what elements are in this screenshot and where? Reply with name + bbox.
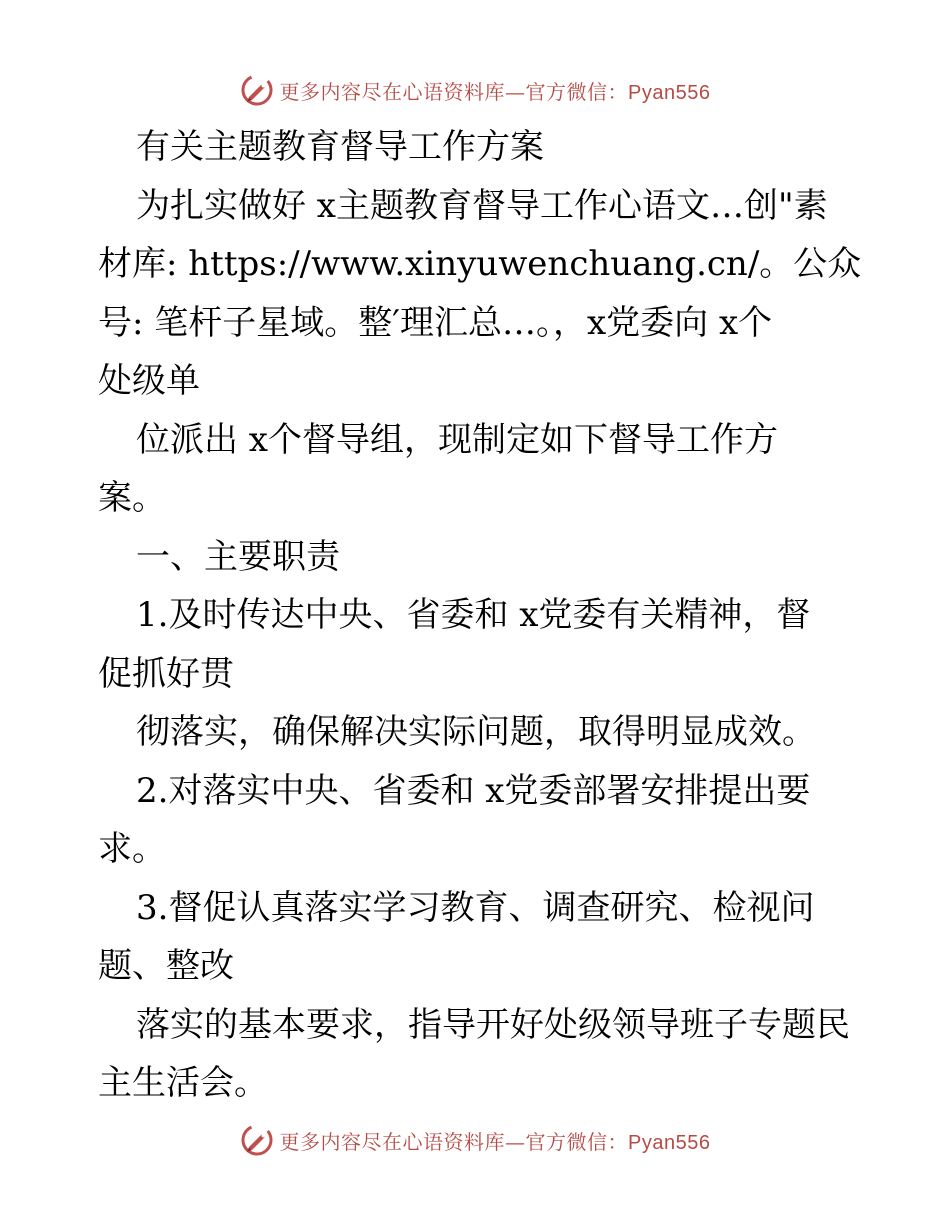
document-body: [98, 118, 862, 1113]
text-line: 材库: https://www.xinyuwenchuang.cn/。公众: [98, 244, 862, 284]
watermark-separator: —: [505, 1129, 526, 1154]
text-line: 为扎实做好 x主题教育督导工作心语文…创"素: [136, 185, 828, 226]
watermark-wechat-id: Pyan556: [628, 1131, 711, 1154]
header-watermark: [0, 70, 950, 110]
text-line: 号: 笔杆子星域。整′理汇总…。，x党委向 x个: [98, 302, 773, 343]
watermark-text-cn: 更多内容尽在心语资料库: [279, 79, 506, 104]
watermark-wechat-id: Pyan556: [628, 81, 711, 104]
text-line: 处级单: [98, 361, 200, 401]
text-line: 有关主题教育督导工作方案: [136, 127, 544, 167]
text-line: 2.对落实中央、省委和 x党委部署安排提出要: [136, 770, 811, 811]
text-line: 1.及时传达中央、省委和 x党委有关精神，督: [136, 595, 811, 635]
pen-circle-logo-icon: [240, 73, 274, 107]
text-line: 一、主要职责: [136, 536, 340, 577]
watermark-contact-label: 官方微信：: [525, 1129, 629, 1154]
text-line: 题、整改: [98, 946, 234, 986]
footer-watermark: [0, 1120, 950, 1160]
text-line: 求。: [98, 829, 166, 869]
watermark-text-cn: 更多内容尽在心语资料库: [279, 1129, 506, 1154]
watermark-contact-label: 官方微信：: [525, 79, 629, 104]
text-line: 彻落实，确保解决实际问题，取得明显成效。: [136, 712, 816, 752]
text-line: 3.督促认真落实学习教育、调查研究、检视问: [136, 887, 815, 928]
text-line: 位派出 x个督导组，现制定如下督导工作方: [136, 419, 778, 460]
watermark-separator: —: [505, 79, 526, 104]
text-line: 案。: [98, 478, 166, 518]
pen-circle-logo-icon: [240, 1123, 274, 1157]
text-line: 主生活会。: [98, 1063, 268, 1103]
text-line: 落实的基本要求，指导开好处级领导班子专题民: [136, 1004, 850, 1045]
text-line: 促抓好贯: [98, 653, 234, 694]
